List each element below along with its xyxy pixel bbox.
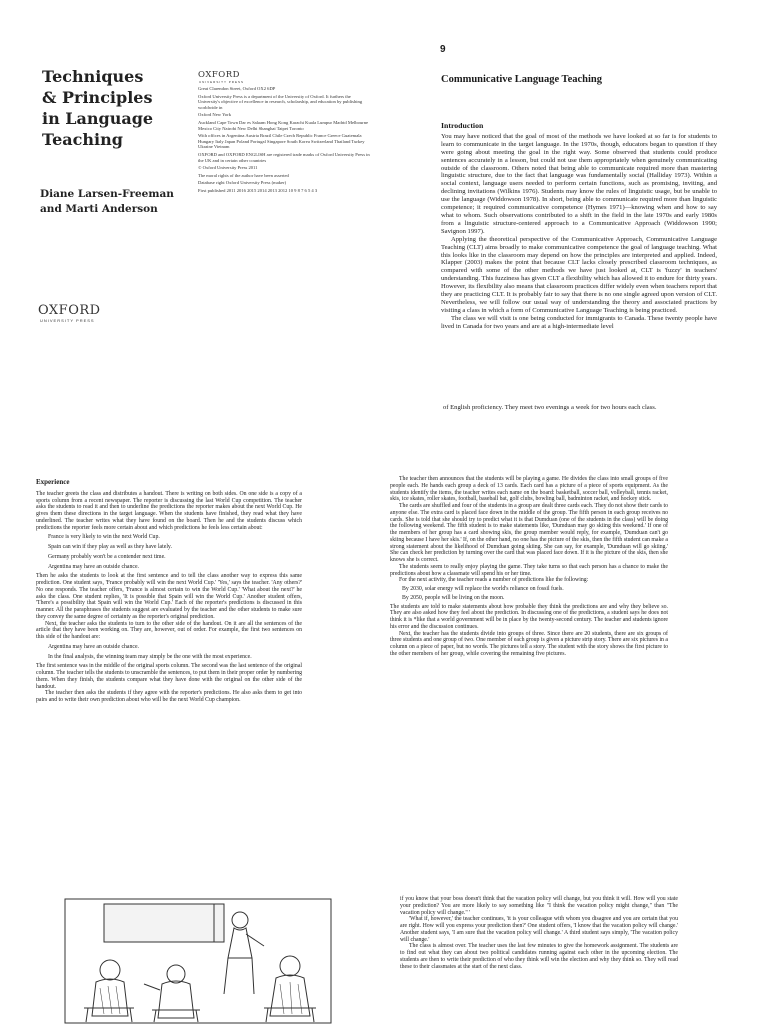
quoted-sentence: In the final analysis, the winning team may simply be the one with the most experience.: [48, 653, 252, 660]
paragraph: The class we will visit is one being conducted for immigrants to Canada. These twenty people have lived in Canada for two years and are at a high-intermediate level: [441, 314, 717, 330]
imprint-line: Oxford University Press is a department of the University of Oxford. It furthers the University's objective of excellence in research, scholarship, and education by publishing worldwide in: [198, 93, 363, 110]
imprint-logo-subtitle: UNIVERSITY PRESS: [199, 80, 244, 84]
imprint-line: © Oxford University Press 2011: [198, 165, 258, 171]
publisher-logo-subtitle: UNIVERSITY PRESS: [40, 318, 95, 323]
imprint-line: The moral rights of the author have been asserted: [198, 172, 289, 178]
paragraph: Then he asks the students to look at the first sentence and to tell the class another way to express this same prediction. One student says, 'France probably will win the next World Cup.' 'Yes,' says the teacher. 'Any others?' No one responds. The teacher offers, 'France is almost certain to win the World Cup.' 'What about the next?' he asks the class. One student replies, 'It is possible that Spain will win the World Cup.' Another student offers, 'There's a possibility that Spain will win the World Cup.' Each of the reporter's predictions is discussed in this manner. All the paraphrases the students suggest are evaluated by the teacher and the other students to make sure they convey the same degree of certainty as the reporter's original prediction.: [36, 573, 302, 620]
paragraph: The cards are shuffled and four of the students in a group are dealt three cards each. They do not show their cards to anyone else. The extra card is placed face down in the middle of the group. The fifth person in each group receives no cards. She is told that she should try to predict what it is that Dumduan (one of the students in the class) will be doing the following weekend. The fifth student is to make statements like, 'Dumduan may go skiing this weekend.' If one of the members of her group has a card showing skis, the group member would reply, for example, 'Dumduan can't go skiing because I have her skis.' If, on the other hand, no one has the picture of the skis, then the fifth student can make a strong statement about the likelihood of Dumduan going skiing. She can say, for example, 'Dumduan will go skiing.' She can check her prediction by turning over the card that was placed face down. If it is the picture of the skis, then she knows she is correct.: [390, 503, 668, 563]
game-page-body: [390, 476, 668, 658]
publisher-logo: OXFORD: [38, 303, 101, 318]
book-title-line: & Principles: [42, 88, 153, 107]
book-title: [42, 66, 153, 150]
chapter-title: Communicative Language Teaching: [441, 74, 603, 85]
paragraph: The teacher greets the class and distributes a handout. There is writing on both sides. On one side is a copy of a sports column from a recent newspaper. The reporter is discussing the last World Cup competition. The teacher asks the students to read it and then to underline the predictions the reporter makes about the next World Cup. He gives them these directions in the target language. When the students have finished, they read what they have underlined. The teacher writes what they have found on the board. Then he and the students discuss which predictions the reporter feels more certain about and which predictions he feels less certain about:: [36, 490, 302, 531]
quoted-sentence: Argentina may have an outside chance.: [48, 643, 139, 650]
paragraph: Next, the teacher has the students divide into groups of three. Since there are 20 students, there are six groups of three students and one group of two. One member of each group is given a picture strip story. There are six pictures in a column on a piece of paper, but no words. The pictures tell a story. The student with the story shows the first picture to the other members of her group, while covering the remaining five pictures.: [390, 630, 668, 657]
section-heading: Introduction: [441, 121, 484, 130]
imprint-line: Database right Oxford University Press (maker): [198, 180, 287, 186]
bottom-page-body: [400, 896, 678, 970]
paragraph: Next, the teacher asks the students to turn to the other side of the handout. On it are all the sentences of the article that they have been working on. They are, however, out of order. For example, the first two sentences on this side of the handout are:: [36, 620, 302, 640]
paragraph: The teacher then asks the students if they agree with the reporter's predictions. He also asks them to get into pairs and to write their own prediction about who will be the next World Cup champion.: [36, 690, 302, 703]
paragraph: For the next activity, the teacher reads a number of predictions like the following:: [399, 577, 589, 584]
paragraph: The students seem to really enjoy playing the game. They take turns so that each person has a chance to make the predictions about how a classmate will spend his or her time.: [390, 563, 668, 577]
paragraph: The class is almost over. The teacher uses the last few minutes to give the homework assignment. The students are to find out what they can about two political candidates running against each other in the upcoming election. The students are then to write their prediction of who they think will win the election and why they think so. They will read these to their classmates at the start of the next class.: [400, 943, 678, 970]
book-title-line: Techniques: [42, 67, 144, 86]
experience-page-body: [36, 479, 302, 704]
book-title-line: Teaching: [42, 130, 123, 149]
imprint-logo: OXFORD: [198, 70, 240, 80]
imprint-line: Auckland Cape Town Dar es Salaam Hong Kong Karachi Kuala Lumpur Madrid Melbourne Mexico City Nairobi New Delhi Shanghai Taipei Toronto: [198, 119, 369, 131]
quoted-prediction: Spain can win if they play as well as they have lately.: [48, 544, 172, 550]
classroom-illustration: [64, 898, 332, 1024]
book-authors: [40, 187, 174, 217]
imprint-line: Oxford New York: [198, 112, 232, 118]
paragraph: The students are told to make statements about how probable they think the predictions are and why they believe so. They are also asked how they feel about the prediction. In discussing one of the predictions, a student says he does not think it is *like that a world government will be in place by the twenty-second century. The teacher and students ignore his error and the discussion continues.: [390, 603, 668, 630]
paragraph: You may have noticed that the goal of most of the methods we have looked at so far is for students to learn to communicate in the target language. In the 1970s, though, educators began to question if they were going about meeting the goal in the right way. Some observed that students could produce sentences accurately in a lesson, but could not use them appropriately when genuinely communicating outside of the classroom. Others noted that being able to communicate required more than mastering linguistic structure, due to the fact that language was fundamentally social (Halliday 1973). Within a social context, language users needed to perform certain functions, such as promising, inviting, and declining invitations (Wilkins 1976). Students may know the rules of linguistic usage, but be unable to use the language (Widdowson 1978). In short, being able to communicate required more than linguistic competence; it required communicative competence (Hymes 1971)—knowing when and how to say what to whom. Such observations contributed to a shift in the field in the late 1970s and early 1980s from a linguistic structure-centered approach to a Communicative Approach (Widdowson 1990; Savignon 1997).: [441, 132, 717, 235]
paragraph: 'What if, however,' the teacher continues, 'it is your colleague with whom you disagree and you are certain that you are right. How will you express your prediction then?' One student offers, 'I know that the vacation policy will change.' Another student says, 'I am sure that the vacation policy will change.' A third student says simply, 'The vacation policy will change.': [400, 916, 678, 943]
quoted-prediction: By 2030, solar energy will replace the world's reliance on fossil fuels.: [402, 586, 564, 592]
imprint-line: With offices in Argentina Austria Brazil Chile Czech Republic France Greece Guatemala Hungary Italy Japan Poland Portugal Singapore South Korea Switzerland Thailand Turkey Ukraine Vietnam: [198, 133, 365, 150]
paragraph: Applying the theoretical perspective of the Communicative Approach, Communicative Language Teaching (CLT) aims broadly to make communicative competence the goal of language teaching. What this looks like in the classroom may depend on how the principles are interpreted and applied. Indeed, Klapper (2003) makes the point that because CLT lacks closely prescribed classroom techniques, as compared with some of the other methods we have just looked at, CLT is 'fuzzy' in teachers' understanding. This fuzziness has given CLT a flexibility which has allowed it to endure for thirty years. However, its flexibility also means that classroom practices differ widely even when teachers report that they are practicing CLT. It is probably fair to say that there is no one single agreed upon version of CLT. Nevertheless, we will follow our usual way of understanding the theory and associated practices by visiting a class in which a form of Communicative Language Teaching is being practiced.: [441, 235, 717, 314]
classroom-drawing: [64, 898, 332, 1024]
author-line: Diane Larsen-Freeman: [40, 188, 174, 200]
section-heading: Experience: [36, 478, 70, 486]
quoted-prediction: Germany probably won't be a contender next time.: [48, 553, 166, 560]
imprint-block: [198, 86, 373, 196]
imprint-line: Great Clarendon Street, Oxford OX2 6DP: [198, 86, 276, 91]
quoted-prediction: Argentina may have an outside chance.: [48, 563, 139, 570]
page-number: 9: [440, 44, 446, 55]
book-title-line: in Language: [42, 109, 154, 128]
imprint-line: First published 2011 2016 2015 2014 2013 2012 10 9 8 7 6 5 4 3: [198, 187, 318, 193]
quoted-prediction: By 2050, people will be living on the moon.: [402, 594, 505, 601]
imprint-line: OXFORD and OXFORD ENGLISH are registered trade marks of Oxford University Press in the UK and in certain other countries: [198, 151, 370, 163]
paragraph-continuation: of English proficiency. They meet two evenings a week for two hours each class.: [443, 404, 657, 411]
paragraph: if you know that your boss doesn't think that the vacation policy will change, but you think it will. How will you state your prediction? You are more likely to say something like "I think the vacation policy might change," than "The vacation policy will change." ': [400, 896, 678, 916]
page9-body: [441, 122, 717, 331]
paragraph: The first sentence was in the middle of the original sports column. The second was the last sentence of the original column. The teacher tells the students to unscramble the sentences, to put them in their proper order by numbering them. When they finish, the students compare what they have done with the original on the other side of the handout.: [36, 663, 302, 690]
author-line: and Marti Anderson: [40, 203, 158, 215]
paragraph: The teacher then announces that the students will be playing a game. He divides the class into small groups of five people each. He hands each group a deck of 13 cards. Each card has a picture of a piece of sports equipment. As the students identify the items, the teacher writes each name on the board: basketball, soccer ball, volleyball, tennis racket, skis, ice skates, roller skates, football, baseball bat, golf clubs, bowling ball, badminton racket, and hockey stick.: [390, 476, 668, 503]
quoted-prediction: France is very likely to win the next World Cup.: [48, 534, 160, 541]
